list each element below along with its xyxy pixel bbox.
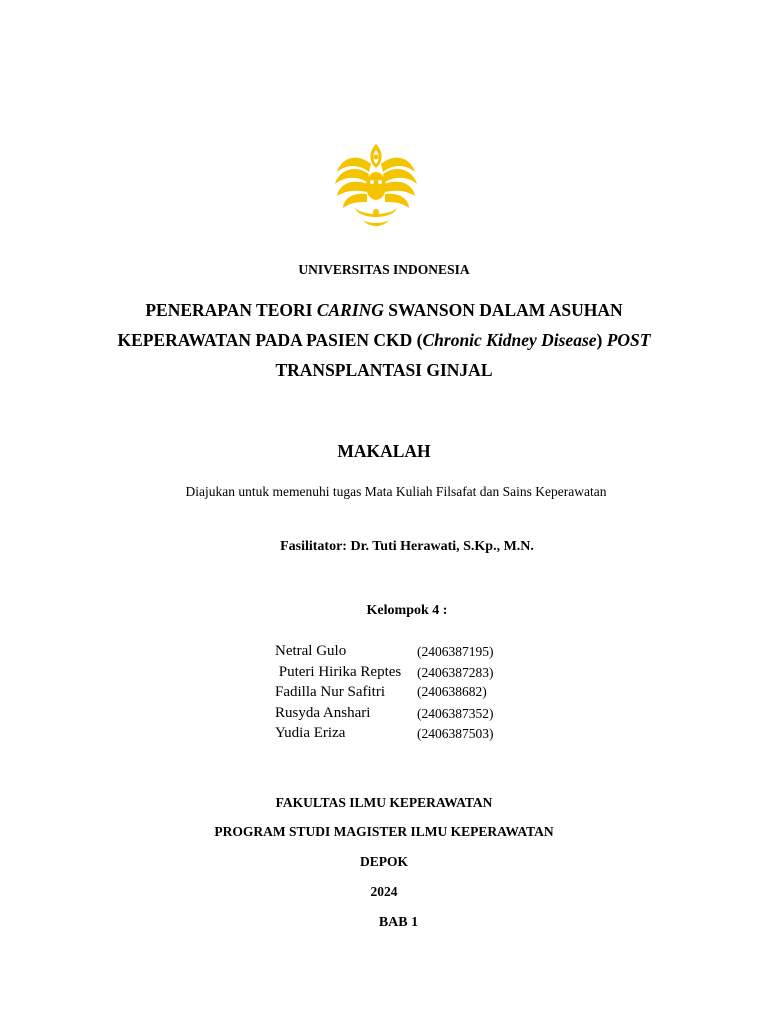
member-id: (2406387195) xyxy=(417,644,494,659)
member-name: Netral Gulo xyxy=(275,643,347,659)
year: 2024 xyxy=(370,884,398,899)
document-type: MAKALAH xyxy=(337,441,431,461)
member-id: (240638682) xyxy=(417,684,487,699)
title-line-1: PENERAPAN TEORI CARING SWANSON DALAM ASUHAN xyxy=(145,300,623,320)
member-id: (2406387503) xyxy=(417,726,494,741)
title-line-2: KEPERAWATAN PADA PASIEN CKD (Chronic Kidney Disease) POST xyxy=(117,330,651,350)
facilitator: Fasilitator: Dr. Tuti Herawati, S.Kp., M.N. xyxy=(280,539,534,554)
member-name: Rusyda Anshari xyxy=(275,705,371,721)
chapter-heading: BAB 1 xyxy=(378,915,419,930)
member-name: Yudia Eriza xyxy=(275,725,346,741)
universitas-indonesia-logo-icon xyxy=(333,142,419,230)
faculty-name: FAKULTAS ILMU KEPERAWATAN xyxy=(275,795,493,810)
city: DEPOK xyxy=(359,854,408,869)
member-id: (2406387352) xyxy=(417,706,494,721)
purpose-statement: Diajukan untuk memenuhi tugas Mata Kuliah Filsafat dan Sains Keperawatan xyxy=(185,484,607,499)
member-name: Puteri Hirika Reptes xyxy=(275,664,402,680)
university-name: UNIVERSITAS INDONESIA xyxy=(298,262,470,277)
member-id: (2406387283) xyxy=(417,665,494,680)
title-line-3: TRANSPLANTASI GINJAL xyxy=(275,360,493,380)
group-label: Kelompok 4 : xyxy=(366,603,448,618)
program-name: PROGRAM STUDI MAGISTER ILMU KEPERAWATAN xyxy=(214,824,554,839)
member-name: Fadilla Nur Safitri xyxy=(275,684,385,700)
